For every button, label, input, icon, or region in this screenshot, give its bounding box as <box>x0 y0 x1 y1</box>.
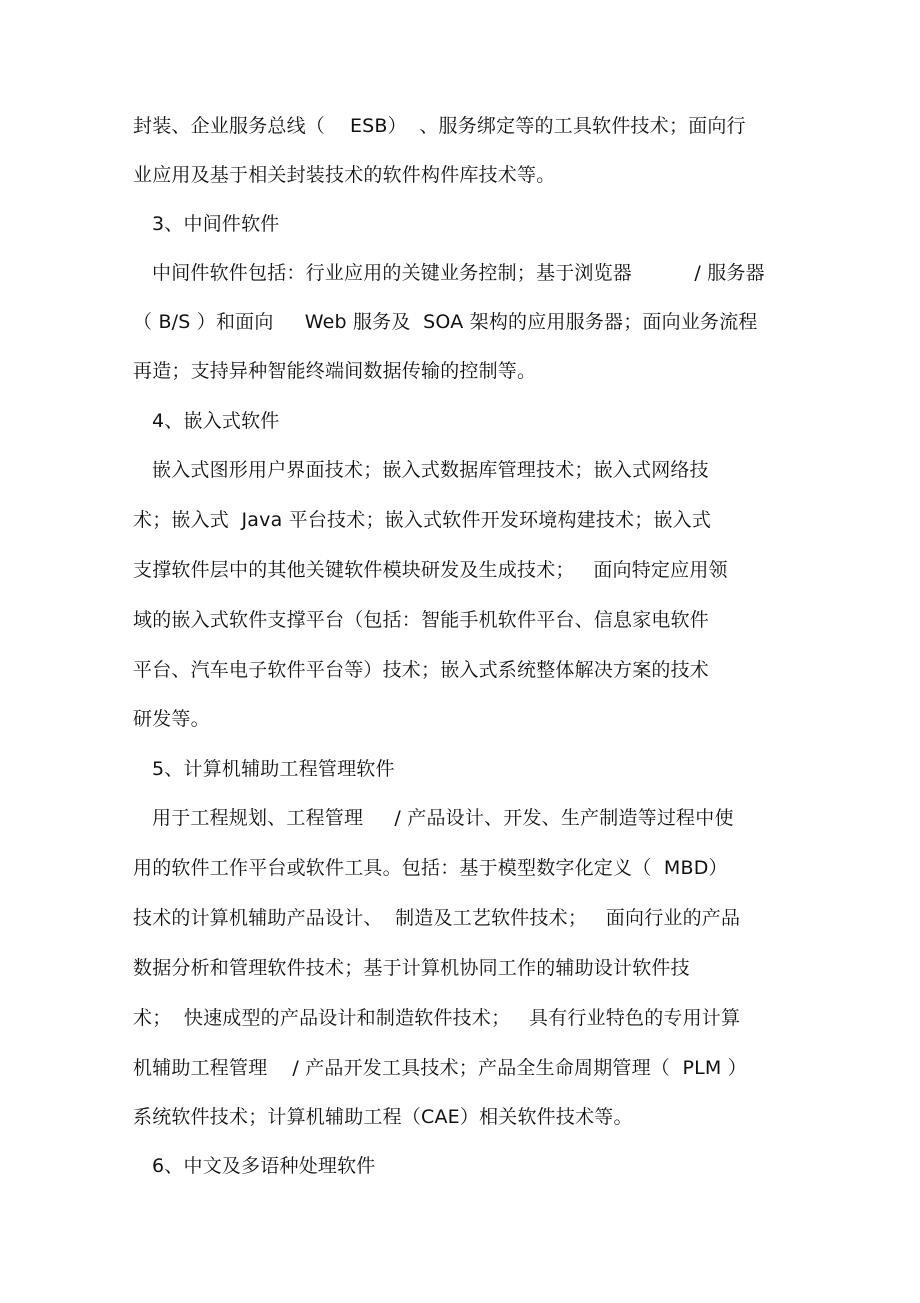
paragraph-line: 系统软件技术；计算机辅助工程（CAE）相关软件技术等。 <box>133 1106 633 1128</box>
paragraph-line: 数据分析和管理软件技术；基于计算机协同工作的辅助设计软件技 <box>133 957 690 979</box>
paragraph-line: 术；嵌入式 Java 平台技术；嵌入式软件开发环境构建技术；嵌入式 <box>133 509 712 531</box>
paragraph-line: 中间件软件包括：行业应用的关键业务控制；基于浏览器 / 服务器 <box>152 262 765 284</box>
section-heading: 5、计算机辅助工程管理软件 <box>152 758 395 780</box>
paragraph-line: 研发等。 <box>133 708 210 730</box>
paragraph-line: 支撑软件层中的其他关键软件模块研发及生成技术； 面向特定应用领 <box>133 559 728 581</box>
section-heading: 6、中文及多语种处理软件 <box>152 1155 376 1177</box>
section-heading: 3、中间件软件 <box>152 213 280 235</box>
paragraph-line: 嵌入式图形用户界面技术；嵌入式数据库管理技术；嵌入式网络技 <box>152 459 709 481</box>
paragraph-line: 封装、企业服务总线（ ESB） 、服务绑定等的工具软件技术；面向行 <box>133 115 746 137</box>
paragraph-line: 机辅助工程管理 / 产品开发工具技术；产品全生命周期管理（ PLM ） <box>133 1057 747 1079</box>
paragraph-line: 技术的计算机辅助产品设计、 制造及工艺软件技术； 面向行业的产品 <box>133 907 741 929</box>
paragraph-line: 平台、汽车电子软件平台等）技术；嵌入式系统整体解决方案的技术 <box>133 659 710 681</box>
section-heading: 4、嵌入式软件 <box>152 410 280 432</box>
paragraph-line: 术； 快速成型的产品设计和制造软件技术； 具有行业特色的专用计算 <box>133 1007 741 1029</box>
paragraph-line: 再造；支持异种智能终端间数据传输的控制等。 <box>133 360 537 382</box>
paragraph-line: 业应用及基于相关封装技术的软件构件库技术等。 <box>133 164 556 186</box>
paragraph-line: （ B/S ）和面向 Web 服务及 SOA 架构的应用服务器；面向业务流程 <box>133 311 758 333</box>
paragraph-line: 用于工程规划、工程管理 / 产品设计、开发、生产制造等过程中使 <box>152 807 734 829</box>
paragraph-line: 用的软件工作平台或软件工具。包括：基于模型数字化定义（ MBD） <box>133 857 728 879</box>
paragraph-line: 域的嵌入式软件支撑平台（包括：智能手机软件平台、信息家电软件 <box>133 609 710 631</box>
